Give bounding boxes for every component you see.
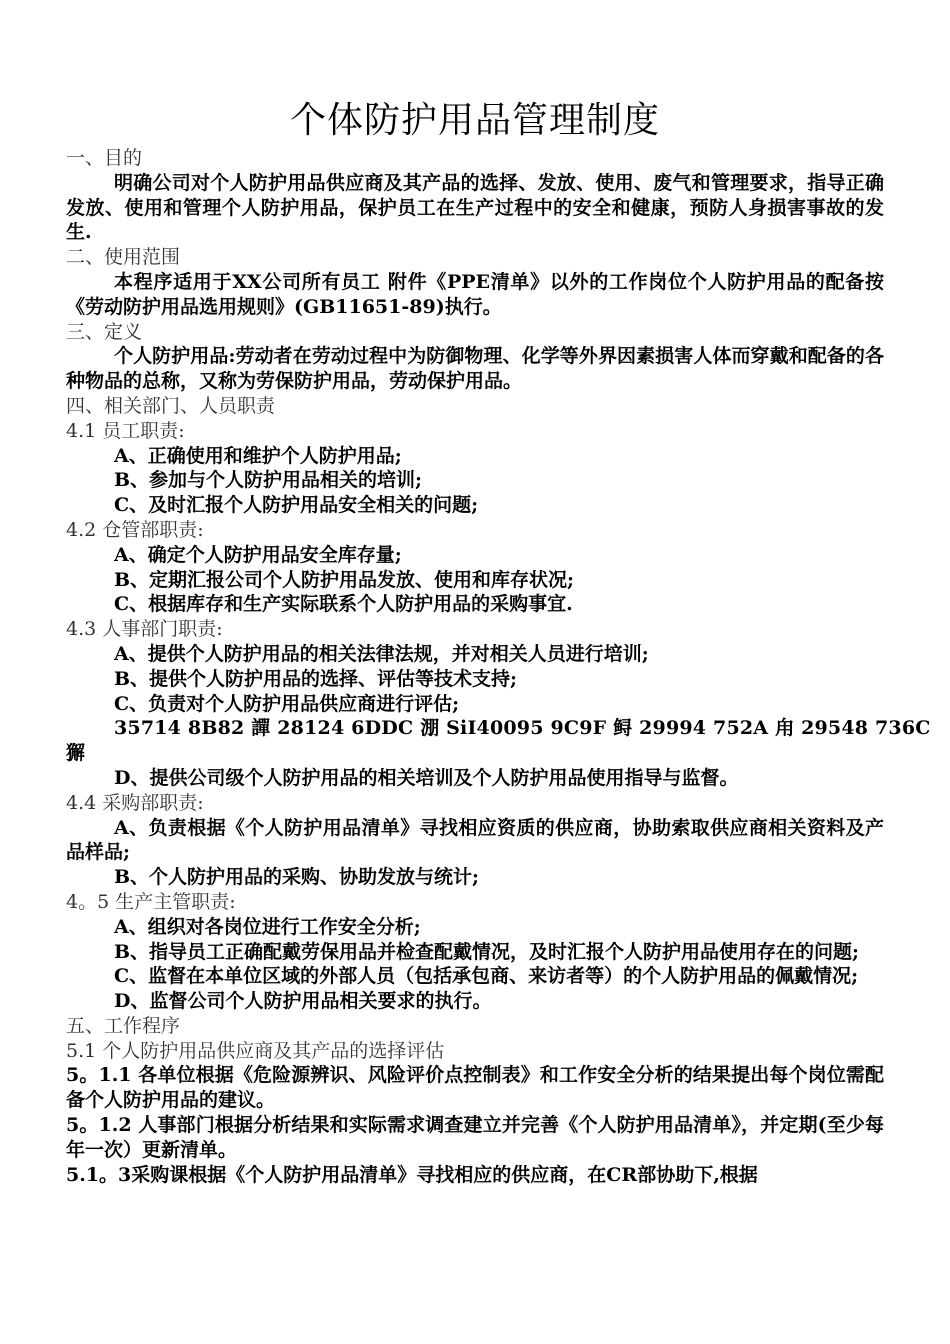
- body-paragraph: 明确公司对个人防护用品供应商及其产品的选择、发放、使用、废气和管理要求，指导正确发放、使用和管理个人防护用品，保护员工在生产过程中的安全和健康，预防人身损害事故的发生.: [66, 171, 884, 244]
- section-heading: 一、目的: [66, 147, 143, 169]
- body-paragraph: B、提供个人防护用品的选择、评估等技术支持;: [114, 667, 518, 690]
- body-paragraph: B、个人防护用品的采购、协助发放与统计;: [114, 866, 480, 889]
- body-paragraph: 5。1.1 各单位根据《危险源辨识、风险评价点控制表》和工作安全分析的结果提出每个岗位需配备个人防护用品的建议。: [66, 1064, 884, 1112]
- body-paragraph: C、及时汇报个人防护用品安全相关的问题;: [114, 494, 479, 517]
- section-heading: 二、使用范围: [66, 246, 181, 269]
- body-paragraph: 本程序适用于XX公司所有员工 附件《PPE清单》以外的工作岗位个人防护用品的配备按《劳动防护用品选用规则》(GB11651-89)执行。: [66, 270, 884, 318]
- body-paragraph: D、提供公司级个人防护用品的相关培训及个人防护用品使用指导与监督。: [114, 766, 739, 789]
- section-heading: 四、相关部门、人员职责: [66, 394, 276, 417]
- body-paragraph: A、确定个人防护用品安全库存量;: [114, 543, 402, 566]
- body-paragraph: A、组织对各岗位进行工作安全分析;: [114, 915, 421, 938]
- body-paragraph: B、指导员工正确配戴劳保用品并检查配戴情况，及时汇报个人防护用品使用存在的问题;: [114, 940, 860, 963]
- section-heading: 三、定义: [66, 320, 143, 343]
- body-paragraph: 35714 8B82 譂 28124 6DDC 淜 SiI40095 9C9F 鲟 29994 752A 甪 29548 736C: [114, 717, 931, 740]
- body-paragraph: 5.1。3采购课根据《个人防护用品清单》寻找相应的供应商，在CR部协助下,根据: [66, 1163, 758, 1186]
- document-title: 个体防护用品管理制度: [289, 100, 660, 142]
- body-paragraph: A、负责根据《个人防护用品清单》寻找相应资质的供应商，协助索取供应商相关资料及产品样品;: [66, 816, 884, 864]
- section-heading: 4.2 仓管部职责:: [66, 518, 204, 541]
- body-paragraph: B、定期汇报公司个人防护用品发放、使用和库存状况;: [114, 568, 575, 591]
- body-paragraph: 个人防护用品:劳动者在劳动过程中为防御物理、化学等外界因素损害人体而穿戴和配备的各种物品的总称，又称为劳保防护用品，劳动保护用品。: [66, 345, 884, 393]
- body-paragraph: A、提供个人防护用品的相关法律法规，并对相关人员进行培训;: [114, 642, 649, 665]
- body-paragraph: D、监督公司个人防护用品相关要求的执行。: [114, 990, 492, 1013]
- body-paragraph: 5。1.2 人事部门根据分析结果和实际需求调查建立并完善《个人防护用品清单》，并定期(至少每年一次）更新清单。: [66, 1114, 884, 1161]
- section-heading: 4.1 员工职责:: [66, 419, 185, 442]
- body-paragraph: A、正确使用和维护个人防护用品;: [114, 444, 402, 467]
- body-paragraph: C、负责对个人防护用品供应商进行评估;: [114, 692, 460, 715]
- section-heading: 4.3 人事部门职责:: [66, 618, 223, 641]
- section-heading: 五、工作程序: [66, 1014, 181, 1037]
- document-body: [66, 146, 931, 1187]
- body-paragraph: C、监督在本单位区域的外部人员（包括承包商、来访者等）的个人防护用品的佩戴情况;: [114, 965, 859, 988]
- section-heading: 4.4 采购部职责:: [66, 791, 204, 814]
- section-heading: 5.1 个人防护用品供应商及其产品的选择评估: [66, 1039, 445, 1062]
- body-paragraph: 獬: [66, 742, 86, 765]
- body-paragraph: B、参加与个人防护用品相关的培训;: [114, 469, 423, 492]
- section-heading: 4。5 生产主管职责:: [66, 890, 236, 913]
- body-paragraph: C、根据库存和生产实际联系个人防护用品的采购事宜.: [114, 593, 573, 616]
